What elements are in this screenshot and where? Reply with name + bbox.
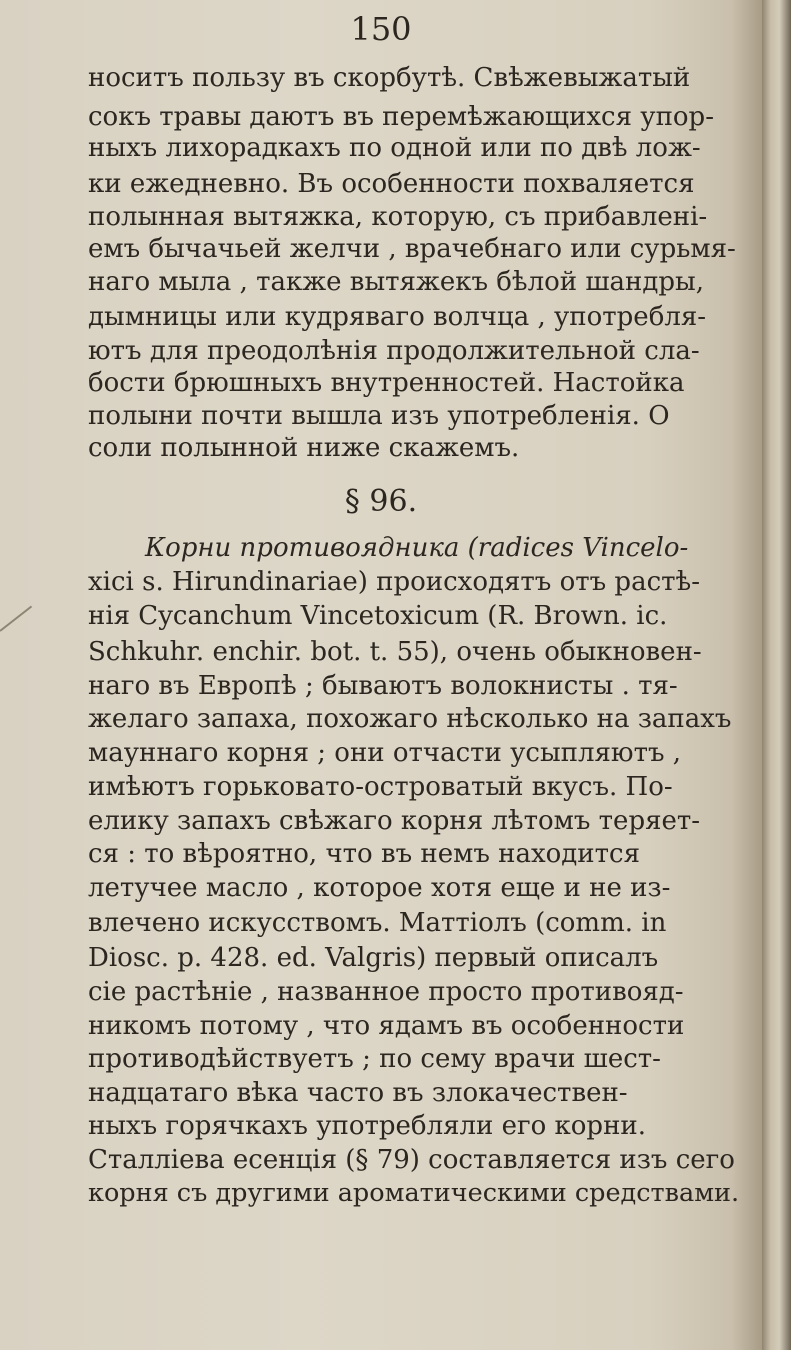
text-line: дымницы или кудряваго волчца , употребля-	[88, 302, 707, 332]
text-line: xici s. Hirundinariae) происходятъ отъ растѣ-	[88, 567, 700, 597]
text-line: наго мыла , также вытяжекъ бѣлой шандры,	[88, 267, 704, 297]
text-line: желаго запаха, похожаго нѣсколько на запахъ	[88, 704, 732, 734]
text-line: сокъ травы даютъ въ перемѣжающихся упор-	[88, 102, 714, 132]
text-line: летучее масло , которое хотя еще и не из-	[88, 873, 671, 903]
text-line: ныхъ горячкахъ употребляли его корни.	[88, 1111, 646, 1141]
text-line: елику запахъ свѣжаго корня лѣтомъ теряет-	[88, 806, 701, 836]
pencil-mark	[0, 606, 32, 632]
text-line: Schkuhr. enchir. bot. t. 55), очень обыкновен-	[88, 637, 702, 667]
text-line: Diosc. p. 428. ed. Valgris) первый описалъ	[88, 943, 659, 973]
text-line: наго въ Европѣ ; бываютъ волокнисты . тя-	[88, 671, 678, 701]
text-line: влечено искусствомъ. Маттіолъ (comm. in	[88, 908, 667, 938]
text-line: полыни почти вышла изъ употребленія. О	[88, 401, 670, 431]
text-line: противодѣйствуетъ ; по сему врачи шест-	[88, 1044, 661, 1074]
text-line: носитъ пользу въ скорбутѣ. Свѣжевыжатый	[88, 63, 691, 93]
section-heading: § 96.	[344, 484, 418, 519]
text-line: бости брюшныхъ внутренностей. Настойка	[88, 368, 685, 398]
text-line: соли полынной ниже скажемъ.	[88, 433, 520, 463]
text-line: надцатаго вѣка часто въ злокачествен-	[88, 1078, 628, 1108]
text-line: ютъ для преодолѣнія продолжительной сла-	[88, 336, 700, 366]
text-line: емъ бычачьей желчи , врачебнаго или сурьмя-	[88, 234, 736, 264]
text-line: сіе растѣніе , названное просто противояд-	[88, 977, 684, 1007]
text-line: корня съ другими ароматическими средствами.	[88, 1178, 740, 1208]
text-line: имѣютъ горьковато-островатый вкусъ. По-	[88, 772, 673, 802]
text-line: ся : то вѣроятно, что въ немъ находится	[88, 839, 640, 869]
text-line: ки ежедневно. Въ особенности похваляется	[88, 169, 695, 199]
text-line: ныхъ лихорадкахъ по одной или по двѣ лож-	[88, 133, 701, 163]
text-line: нія Cycanchum Vincetoxicum (R. Brown. ic.	[88, 601, 668, 631]
text-line: Сталліева есенція (§ 79) составляется изъ сего	[88, 1145, 735, 1175]
text-line: никомъ потому , что ядамъ въ особенности	[88, 1011, 685, 1041]
page-number: 150	[350, 10, 412, 48]
text-line: Корни противоядника (radices Vincelo-	[145, 533, 689, 563]
text-line: мауннаго корня ; они отчасти усыпляютъ ,	[88, 738, 682, 768]
text-line: полынная вытяжка, которую, съ прибавлені-	[88, 202, 708, 232]
page-edge	[762, 0, 791, 1350]
